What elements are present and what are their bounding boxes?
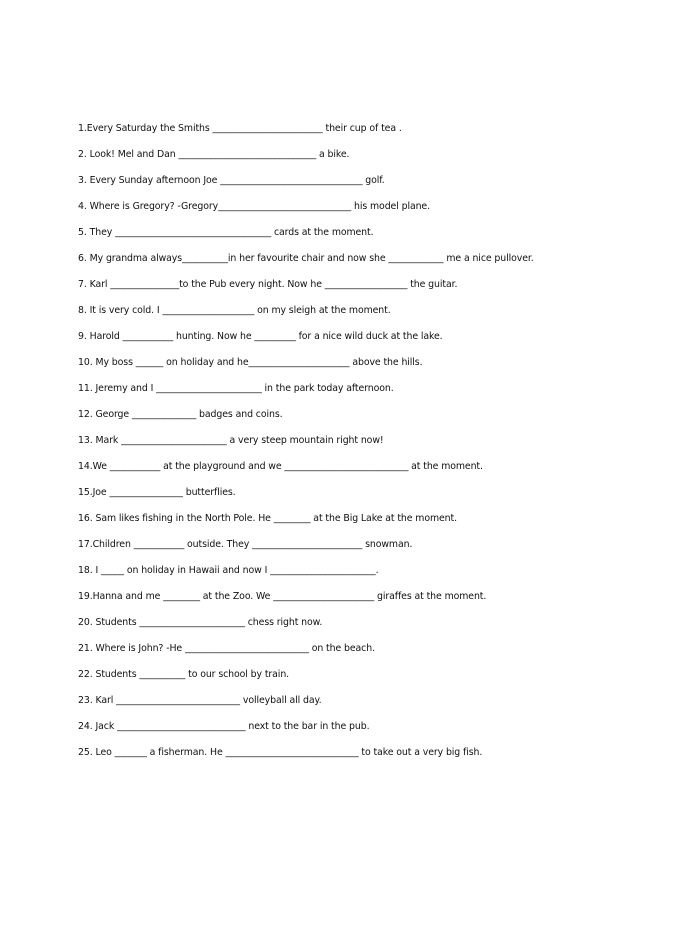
exercise-item-5: 5. They __________________________________ cards at the moment. xyxy=(78,227,374,238)
exercise-item-21: 21. Where is John? -He ___________________________ on the beach. xyxy=(78,643,375,654)
exercise-item-25: 25. Leo _______ a fisherman. He _____________________________ to take out a very big fish. xyxy=(78,747,483,758)
exercise-item-13: 13. Mark _______________________ a very steep mountain right now! xyxy=(78,435,384,446)
exercise-item-14: 14.We ___________ at the playground and we ___________________________ at the moment. xyxy=(78,461,483,472)
exercise-item-11: 11. Jeremy and I _______________________ in the park today afternoon. xyxy=(78,383,394,394)
exercise-item-12: 12. George ______________ badges and coins. xyxy=(78,409,283,420)
exercise-item-7: 7. Karl _______________to the Pub every night. Now he __________________ the guitar. xyxy=(78,279,458,290)
exercise-item-19: 19.Hanna and me ________ at the Zoo. We ______________________ giraffes at the moment. xyxy=(78,591,487,602)
exercise-list xyxy=(78,121,658,771)
exercise-item-8: 8. It is very cold. I ____________________ on my sleigh at the moment. xyxy=(78,305,391,316)
exercise-item-3: 3. Every Sunday afternoon Joe _______________________________ golf. xyxy=(78,175,385,186)
exercise-item-16: 16. Sam likes fishing in the North Pole. He ________ at the Big Lake at the moment. xyxy=(78,513,457,524)
exercise-item-22: 22. Students __________ to our school by train. xyxy=(78,669,290,680)
exercise-item-15: 15.Joe ________________ butterflies. xyxy=(78,487,236,498)
exercise-item-17: 17.Children ___________ outside. They ________________________ snowman. xyxy=(78,539,413,550)
exercise-item-20: 20. Students _______________________ chess right now. xyxy=(78,617,323,628)
exercise-item-23: 23. Karl ___________________________ volleyball all day. xyxy=(78,695,322,706)
exercise-item-24: 24. Jack ____________________________ next to the bar in the pub. xyxy=(78,721,370,732)
exercise-item-9: 9. Harold ___________ hunting. Now he _________ for a nice wild duck at the lake. xyxy=(78,331,443,342)
exercise-item-6: 6. My grandma always__________in her favourite chair and now she ____________ me a nice pullover. xyxy=(78,253,534,264)
exercise-item-2: 2. Look! Mel and Dan ______________________________ a bike. xyxy=(78,149,350,160)
exercise-item-10: 10. My boss ______ on holiday and he______________________ above the hills. xyxy=(78,357,423,368)
exercise-item-4: 4. Where is Gregory? -Gregory_____________________________ his model plane. xyxy=(78,201,430,212)
exercise-item-1: 1.Every Saturday the Smiths ________________________ their cup of tea . xyxy=(78,123,402,134)
exercise-item-18: 18. I _____ on holiday in Hawaii and now I _______________________. xyxy=(78,565,379,576)
